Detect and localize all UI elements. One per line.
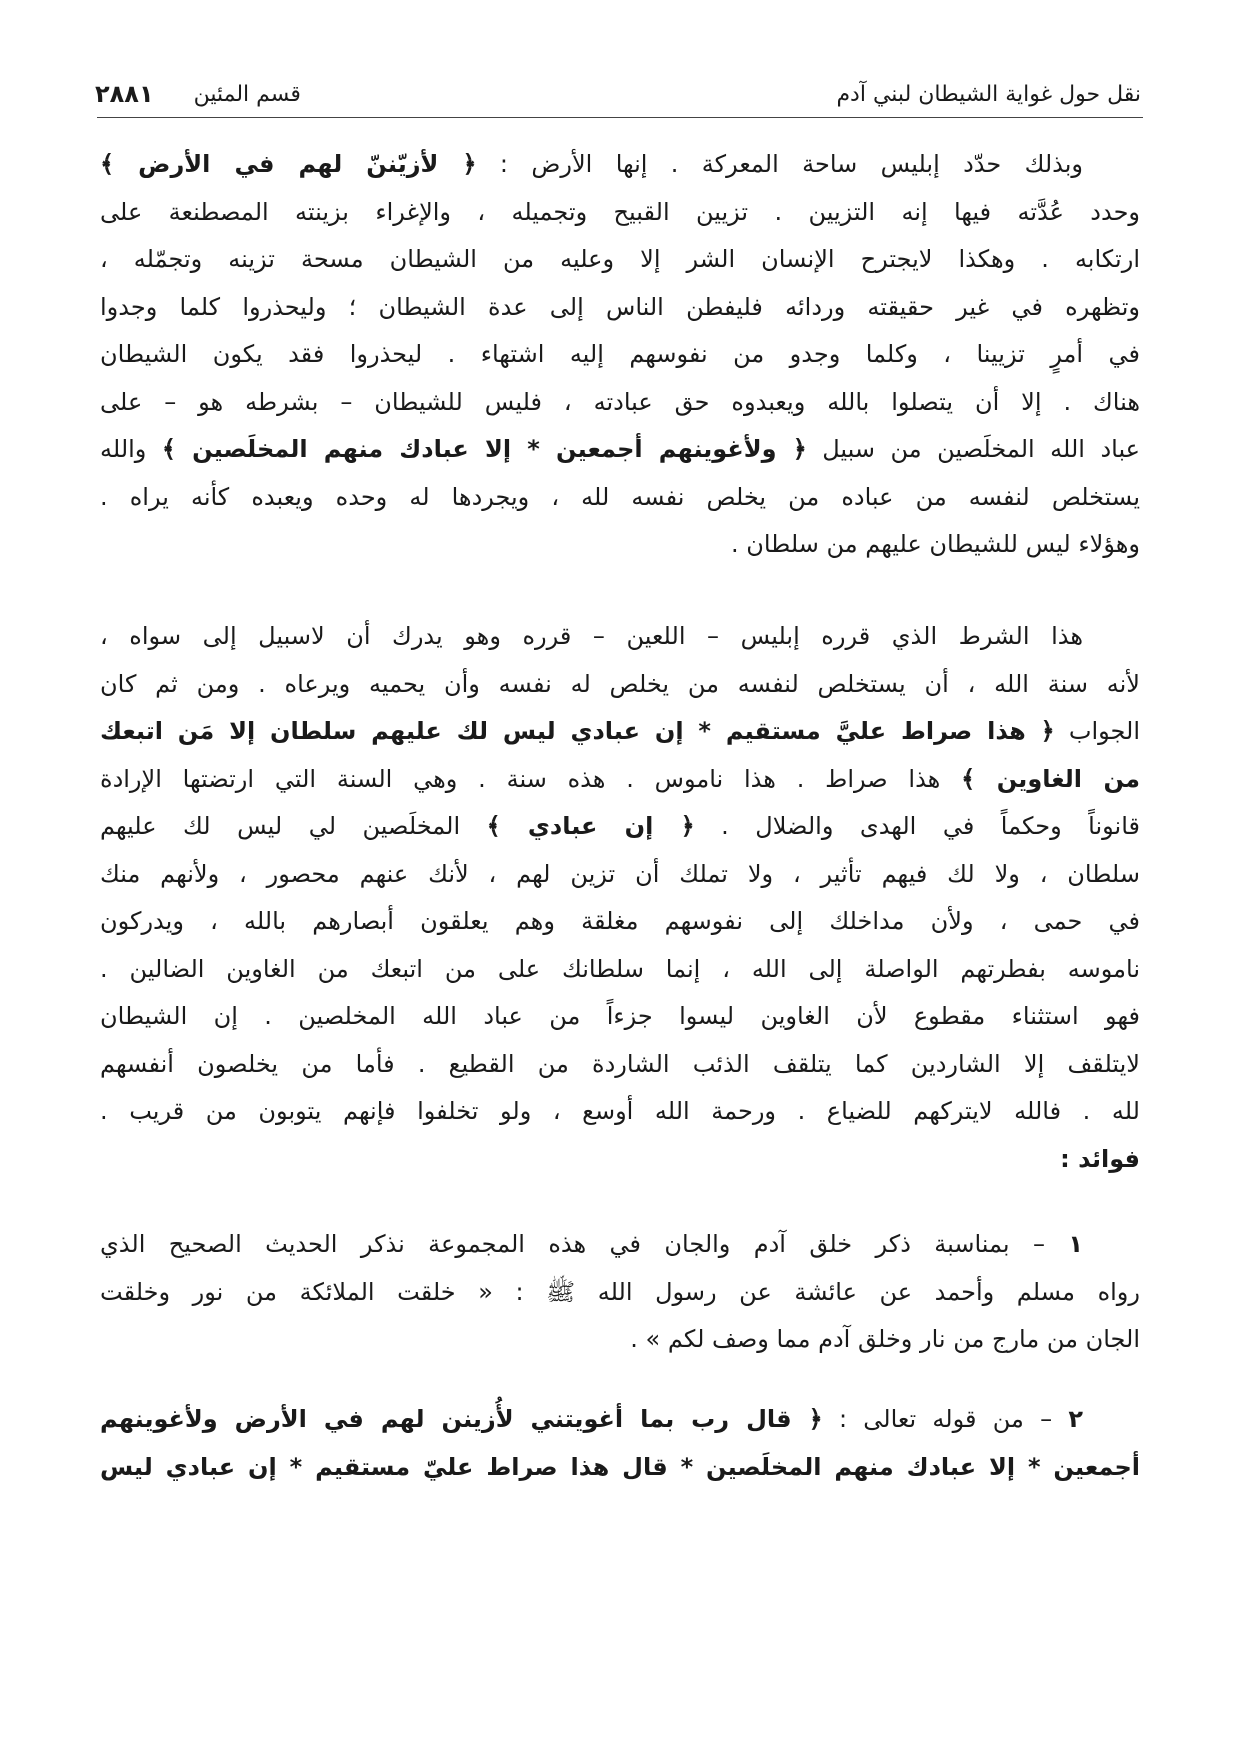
text-segment: فهو استثناء مقطوع لأن الغاوين ليسوا جزءاً من عباد الله المخلصين . إن الشيطان (100, 1002, 1140, 1030)
text-segment: يستخلص لنفسه من عباده من يخلص نفسه لله ، ويجردها له وحده ويعبده كأنه يراه . (100, 482, 1140, 511)
text-line (100, 661, 1140, 709)
paragraph (100, 141, 1140, 569)
text-line (100, 521, 1140, 569)
quran-quote: ﴿ هذا صراط عليَّ مستقيم * إن عبادي ليس لك عليهم سلطان إلا مَن اتبعك (100, 717, 1055, 745)
text-line (100, 1088, 1140, 1136)
text-segment: في حمى ، ولأن مداخلك إلى نفوسهم مغلقة وهم يعلقون أبصارهم بالله ، ويدركون (100, 907, 1140, 935)
text-line (100, 898, 1140, 946)
text-line (100, 613, 1140, 661)
quran-quote: ﴿ إن عبادي ﴾ (486, 812, 695, 840)
quran-quote: ﴿ لأزيّننّ لهم في الأرض ﴾ (100, 150, 477, 178)
item-number: ١ (1068, 1230, 1083, 1258)
text-line (100, 474, 1140, 522)
header-rule (97, 117, 1143, 118)
text-segment: وهؤلاء ليس للشيطان عليهم من سلطان . (730, 530, 1140, 558)
text-line (100, 379, 1140, 427)
text-segment: وتظهره في غير حقيقته وردائه فليفطن الناس إلى عدة الشيطان ؛ وليحذروا كلما وجدوا (100, 292, 1140, 321)
paragraph (100, 1221, 1140, 1364)
text-line (100, 284, 1140, 332)
text-segment: في أمرٍ تزيينا ، وكلما وجدو من نفوسهم إليه اشتهاء . ليحذروا فقد يكون الشيطان (100, 340, 1140, 368)
paragraph (100, 1396, 1140, 1491)
text-segment: – بمناسبة ذكر خلق آدم والجان في هذه المجموعة نذكر الحديث الصحيح الذي (100, 1230, 1069, 1258)
text-line (100, 331, 1140, 379)
text-segment: لله . فالله لايتركهم للضياع . ورحمة الله أوسع ، ولو تخلفوا فإنهم يتوبون من قريب . (100, 1097, 1140, 1125)
text-segment: ارتكابه . وهكذا لايجترح الإنسان الشر إلا وعليه من الشيطان مسحة تزينه وتجمّله ، (100, 245, 1140, 273)
section-heading (100, 1136, 1140, 1184)
text-segment: وبذلك حدّد إبليس ساحة المعركة . إنها الأرض : (476, 150, 1084, 178)
item-number: ٢ (1068, 1405, 1083, 1433)
text-segment: هناك . إلا أن يتصلوا بالله ويعبدوه حق عبادته ، فليس للشيطان – بشرطه هو – على (100, 387, 1140, 416)
heading-text: فوائد : (1060, 1145, 1140, 1173)
text-line (100, 946, 1140, 994)
text-line (100, 1444, 1140, 1492)
text-segment: – من قوله تعالى : (822, 1405, 1069, 1433)
text-segment: وحدد عُدَّته فيها إنه التزيين . تزيين القبيح وتجميله ، والإغراء بزينته المصطنعة على (100, 197, 1140, 226)
text-line (100, 708, 1140, 756)
text-segment: سلطان ، ولا لك فيهم تأثير ، ولا تملك أن تزين لهم ، لأنك عنهم محصور ، ولأنهم منك (100, 859, 1140, 888)
text-line (100, 1316, 1140, 1364)
text-line (100, 236, 1140, 284)
text-line (100, 851, 1140, 899)
page-header (95, 76, 1141, 112)
text-line (100, 993, 1140, 1041)
text-segment: قانوناً وحكماً في الهدى والضلال . (694, 812, 1141, 840)
text-line (100, 756, 1140, 804)
quran-quote: أجمعين * إلا عبادك منهم المخلَصين * قال هذا صراط عليّ مستقيم * إن عبادي ليس (100, 1452, 1140, 1481)
page-marker (95, 80, 301, 108)
text-segment: عباد الله المخلَصين من سبيل (806, 435, 1141, 463)
text-segment: والله (100, 435, 162, 463)
paragraph (100, 613, 1140, 1136)
text-segment: المخلَصين لي ليس لك عليهم (100, 812, 487, 840)
text-line (100, 426, 1140, 474)
text-segment: ناموسه بفطرتهم الواصلة إلى الله ، إنما سلطانك على من اتبعك من الغاوين الضالين . (100, 954, 1140, 983)
text-segment: رواه مسلم وأحمد عن عائشة عن رسول الله ﷺ : « خلقت الملائكة من نور وخلقت (100, 1277, 1140, 1306)
quran-quote: ﴿ ولأغوينهم أجمعين * إلا عبادك منهم المخلَصين ﴾ (161, 435, 807, 463)
running-title: نقل حول غواية الشيطان لبني آدم (836, 81, 1141, 107)
quran-quote: ﴿ قال رب بما أغويتني لأُزينن لهم في الأرض ولأغوينهم (100, 1405, 823, 1433)
text-segment: لأنه سنة الله ، أن يستخلص لنفسه من يخلص له نفسه وأن يحميه ويرعاه . ومن ثم كان (100, 669, 1140, 698)
text-line (100, 1396, 1140, 1444)
text-line (100, 1041, 1140, 1089)
text-segment: الجواب (1054, 717, 1141, 745)
text-line (100, 1269, 1140, 1317)
text-segment: لايتلقف إلا الشاردين كما يتلقف الذئب الشاردة من القطيع . فأما من يخلصون أنفسهم (100, 1049, 1140, 1078)
text-line (100, 189, 1140, 237)
quran-quote: من الغاوين ﴾ (961, 764, 1141, 793)
text-segment: الجان من مارج من نار وخلق آدم مما وصف لكم » . (630, 1325, 1140, 1353)
section-label: قسم المئين (193, 81, 301, 107)
text-line (100, 803, 1140, 851)
text-segment: هذا الشرط الذي قرره إبليس – اللعين – قرره وهو يدرك أن لاسبيل إلى سواه ، (100, 622, 1083, 650)
text-line (100, 141, 1140, 189)
text-segment: هذا صراط . هذا ناموس . هذه سنة . وهي السنة التي ارتضتها الإرادة (100, 764, 962, 793)
page-number: ٢٨٨١ (95, 80, 154, 108)
text-line (100, 1221, 1140, 1269)
